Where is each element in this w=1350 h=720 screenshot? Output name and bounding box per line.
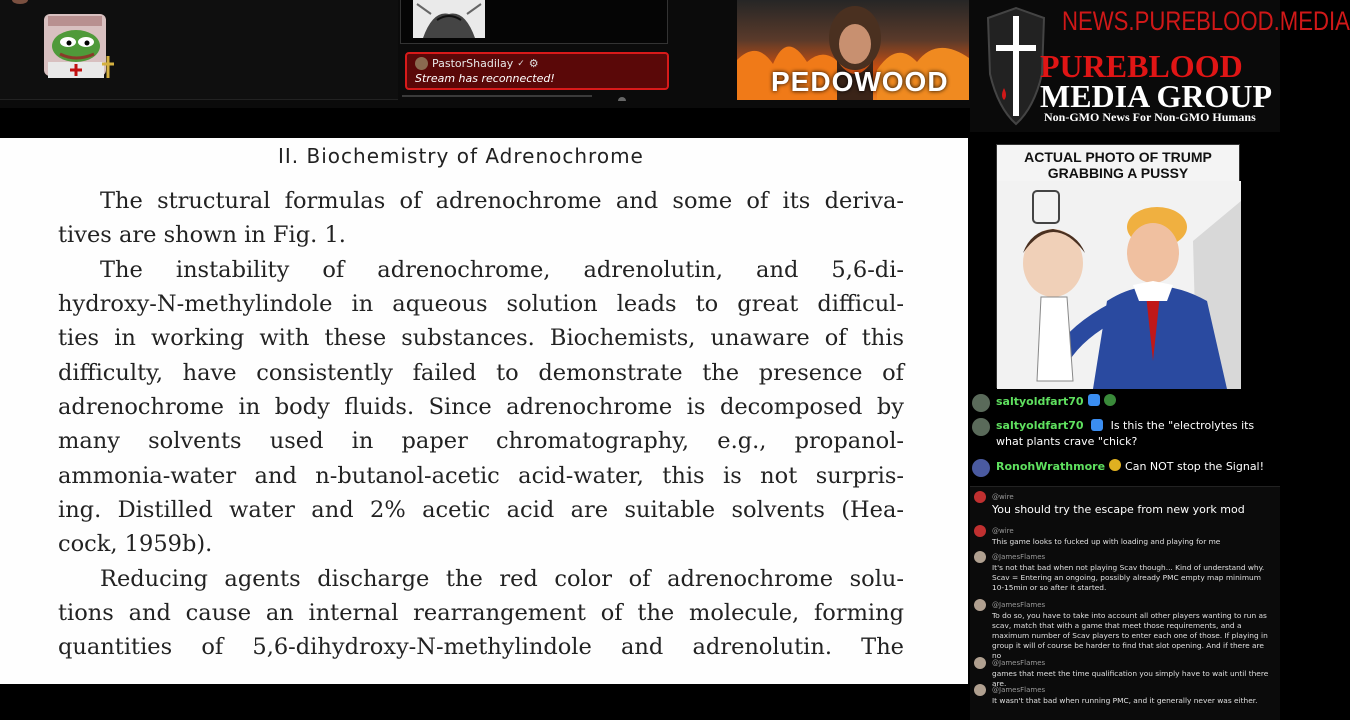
document-line: The structural formulas of adrenochrome and some of its deriva- [100,188,904,214]
secondary-chat-panel [970,486,1280,720]
verified-check-icon: ✓ [517,58,525,69]
document-line: tives are shown in Fig. 1. [58,222,346,248]
document-line: hydroxy-N-methylindole in aqueous solution leads to great difficul- [58,291,904,317]
top-overlay-bar [0,0,970,108]
cartoon-illustration [997,181,1241,389]
shield-cross-icon [984,4,1048,128]
brand-logo-panel [970,0,1350,132]
brand-tagline: Non-GMO News For Non-GMO Humans [1044,110,1256,124]
chat-avatar[interactable] [972,394,990,412]
top-left-panel [0,0,398,100]
document-line: adrenochrome in body fluids. Since adrenochrome is decomposed by [58,394,904,420]
chat-username[interactable]: @JamesFlames [992,601,1046,609]
chat-text: To do so, you have to take into account all other players wanting to run as scav, match that with a game that meet those requirements, and a maximum number of Scav players to enter each one of those. If playing in group it will of course be harder to find that slot opening. And if there are no [992,611,1268,660]
scroll-indicator [618,97,626,101]
chat-avatar[interactable] [974,657,986,669]
chat-username[interactable]: @JamesFlames [992,686,1046,694]
chat-message [970,394,1280,412]
divider [402,95,592,97]
document-line: tions and cause an internal rearrangement of the molecule, forming [58,600,904,626]
meme-caption-line2: GRABBING A PUSSY [1047,165,1189,181]
chat-text: It wasn't that bad when running PMC, and it generally never was either. [992,696,1258,705]
emote-icon [1109,459,1121,471]
alert-message: Stream has reconnected! [415,72,555,85]
chat-avatar[interactable] [974,684,986,696]
document-line: ing. Distilled water and 2% acetic acid are suitable solvents (Hea- [58,497,904,523]
document-page [0,138,968,684]
document-line: ammonia-water and n-butanol-acetic acid-water, this is not surpris- [58,463,904,489]
chat-username[interactable]: saltyoldfart70 [996,395,1084,408]
chat-text: Can NOT stop the Signal! [1125,460,1265,473]
document-line: difficulty, have consistently failed to demonstrate the presence of [58,360,904,386]
chat-avatar[interactable] [974,599,986,611]
chat-text: It's not that bad when not playing Scav though... Kind of understand why. Scav = Entering an ongoing, possibly already PMC empty map minimum 10-15min or so after it started. [992,563,1265,592]
chat-message [970,418,1280,450]
chat-username[interactable]: @wire [992,493,1014,501]
chat-avatar[interactable] [972,459,990,477]
chat-username[interactable]: @JamesFlames [992,553,1046,561]
chat-username[interactable]: @JamesFlames [992,659,1046,667]
chat-username[interactable]: RonohWrathmore [996,460,1106,473]
meme-caption-line1: ACTUAL PHOTO OF TRUMP [1024,149,1212,165]
video-caption: PEDOWOOD [771,66,949,97]
chat-text: Is this the "electrolytes its what plants crave "chick? [996,419,1255,448]
gear-icon[interactable]: ⚙ [528,57,539,70]
chat-avatar[interactable] [974,525,986,537]
brand-name: PUREBLOOD [1040,48,1243,84]
verified-badge-icon [1088,394,1100,406]
document-heading: II. Biochemistry of Adrenochrome [278,144,644,168]
chat-message [974,491,1274,517]
chat-avatar[interactable] [974,551,986,563]
chat-avatar[interactable] [974,491,986,503]
meme-caption [997,149,1239,181]
top-middle-panel [400,0,668,44]
document-line: The instability of adrenochrome, adrenolutin, and 5,6-di- [100,257,904,283]
document-line: cock, 1959b). [58,531,213,557]
brand-url: NEWS.PUREBLOOD.MEDIA [1062,6,1350,36]
chat-message [974,684,1274,706]
chat-message [974,599,1274,661]
chat-username[interactable]: saltyoldfart70 [996,419,1084,432]
alert-avatar [415,57,428,70]
chat-text: games that meet the time qualification you simply have to wait until there are. [992,669,1269,688]
manga-thumbnail [413,0,485,38]
chat-username[interactable]: @wire [992,527,1014,535]
chat-message [974,551,1274,593]
chat-message [974,525,1274,547]
emote-icon [1104,394,1116,406]
video-thumbnail[interactable] [737,0,969,100]
pepe-knight-icon [36,12,118,80]
alert-username[interactable]: PastorShadilay [432,57,514,70]
verified-badge-icon [1091,419,1103,431]
chat-avatar[interactable] [972,418,990,436]
document-line: ties in working with these substances. Biochemists, unaware of this [58,325,904,351]
chat-text: You should try the escape from new york mod [992,503,1245,516]
document-line: many solvents used in paper chromatography, e.g., propanol- [58,428,904,454]
stream-alert [405,52,669,90]
meme-image [996,144,1240,388]
avatar [12,0,28,4]
brand-subname: MEDIA GROUP [1040,78,1272,114]
document-line: quantities of 5,6-dihydroxy-N-methylindole and adrenolutin. The [58,634,904,660]
chat-text: This game looks to fucked up with loading and playing for me [992,537,1221,546]
document-line: Reducing agents discharge the red color of adrenochrome solu- [100,566,904,592]
chat-message [970,459,1280,477]
